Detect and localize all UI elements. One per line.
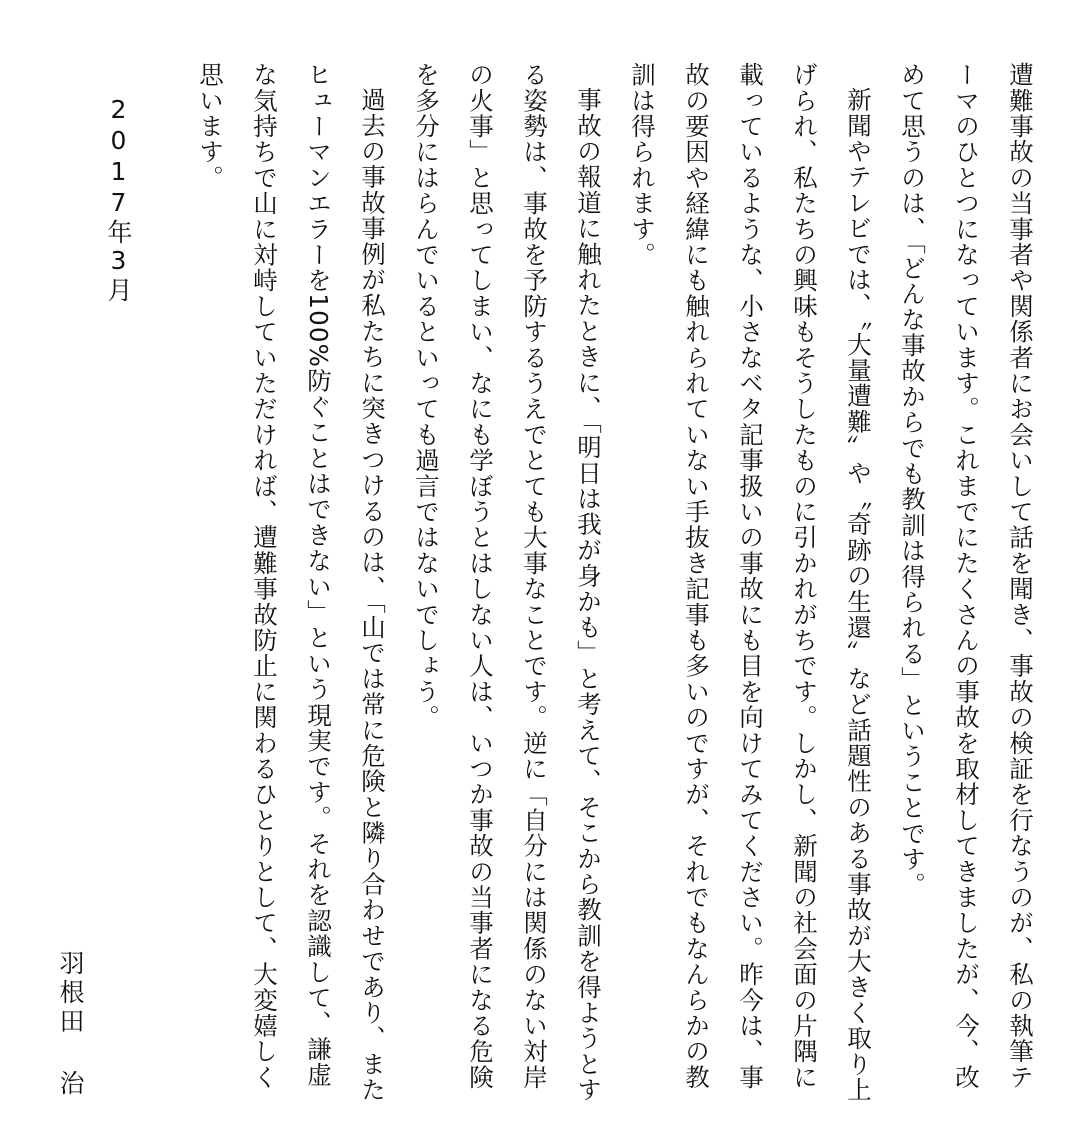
author-name: 羽根田 治 [56,950,85,1099]
paragraph-3: 事故の報道に触れたときに、「明日は我が身かも」と考えて、そこから教訓を得ようとする姿勢は、事故を予防するうえでとても大事なことです。逆に「自分には関係のない対岸の火事」と思ってしまい、なにも学ぼうとはしない人は、いつか事故の当事者になる危険を多分にはらんでいるといっても過言ではないでしょう。 [412,62,603,1103]
date-line: 2017年3月 [104,95,133,304]
paragraph-1: 遭難事故の当事者や関係者にお会いして話を聞き、事故の検証を行なうのが、私の執筆テーマのひとつになっています。これまでにたくさんの事故を取材してきましたが、今、改めて思うのは、「どんな事故からでも教訓は得られる」ということです。 [898,62,1035,1090]
paragraph-4: 過去の事故事例が私たちに突きつけるのは、「山では常に危険と隣り合わせであり、またヒューマンエラーを100%防ぐことはできない」という現実です。それを認識して、謙虚な気持ちで山に対峙していただければ、遭難事故防止に関わるひとりとして、大変嬉しく思います。 [196,62,387,1103]
paragraph-2: 新聞やテレビでは、〝大量遭難〟や〝奇跡の生還〟など話題性のある事故が大きく取り上げられ、私たちの興味もそうしたものに引かれがちです。しかし、新聞の社会面の片隅に載っているような、小さなベタ記事扱いの事故にも目を向けてみてください。昨今は、事故の要因や経緯にも触れられていない手抜き記事も多いのですが、それでもなんらかの教訓は得られます。 [628,62,873,1103]
body-text [183,62,1047,1112]
